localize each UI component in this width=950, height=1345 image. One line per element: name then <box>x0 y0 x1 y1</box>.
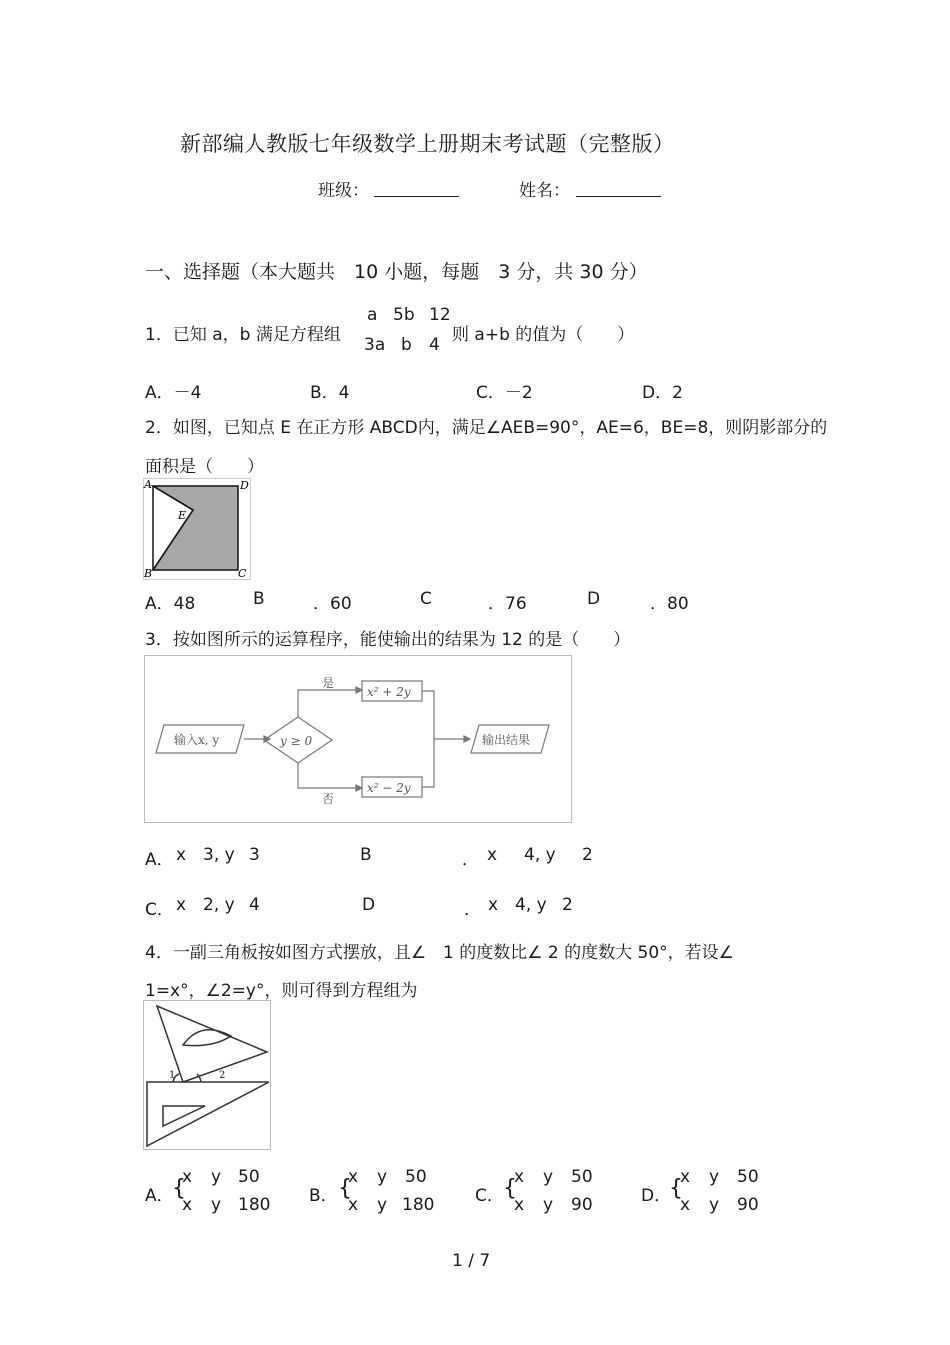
name-label: 姓名： <box>519 181 570 201</box>
q4-optD-r1-v: 50 <box>737 1167 759 1187</box>
q3-optD-mid: 4, y <box>515 895 547 915</box>
q1-eq-r2-c2: b <box>401 335 412 355</box>
name-blank[interactable] <box>576 176 661 197</box>
q4-angle-2-label: 2 <box>219 1070 226 1081</box>
q1-eq-r1-c2: 5b <box>393 305 415 325</box>
class-blank[interactable] <box>374 176 459 197</box>
q3-flowchart <box>144 655 572 823</box>
q1-eq-r1-c3: 12 <box>429 305 451 325</box>
q3-optC-y: 4 <box>249 895 260 915</box>
q4-optD-brace: { <box>669 1176 683 1201</box>
q2-label-e: E <box>178 509 187 522</box>
q3-flow-output: 输出结果 <box>482 733 531 747</box>
q3-optB-x: x <box>487 845 498 865</box>
q4-line1: 4．一副三角板按如图方式摆放，且∠ 1 的度数比∠ 2 的度数大 50°，若设∠ <box>145 943 734 963</box>
q3-optC-x: x <box>176 895 187 915</box>
q3-flow-no: 否 <box>322 792 335 806</box>
q4-optD-r1-y: y <box>709 1167 720 1187</box>
q4-optC-label[interactable]: C． <box>475 1186 504 1206</box>
section-heading: 一、选择题（本大题共 10 小题，每题 3 分，共 30 分） <box>145 261 648 283</box>
q3-flow-input: 输入x, y <box>174 733 220 747</box>
q4-optC-brace: { <box>503 1176 517 1201</box>
page-title: 新部编人教版七年级数学上册期末考试题（完整版） <box>180 132 675 156</box>
q1-eq-r2-c3: 4 <box>429 335 440 355</box>
q4-optD-r2-y: y <box>709 1195 720 1215</box>
q1-prefix: 1．已知 a，b 满足方程组 <box>145 325 341 345</box>
q2-label-d: D <box>240 479 249 492</box>
class-label: 班级： <box>318 181 369 201</box>
q2-label-b: B <box>144 567 153 580</box>
q4-optA-r2-v: 180 <box>238 1195 271 1215</box>
q4-line2: 1=x°，∠2=y°，则可得到方程组为 <box>145 981 418 1001</box>
q1-option-a[interactable]: A．－4 <box>145 383 202 403</box>
q3-optD-label[interactable]: D <box>362 895 376 915</box>
q4-triangles-figure <box>143 1000 271 1150</box>
q2-label-c: C <box>238 567 247 580</box>
q3-optB-label[interactable]: B <box>360 845 372 865</box>
q3-optA-mid: 3, y <box>203 845 235 865</box>
q4-optD-r2-v: 90 <box>737 1195 759 1215</box>
q3-optB-y: 2 <box>582 845 593 865</box>
q2-option-c-letter[interactable]: C <box>420 589 432 609</box>
q3-optD-dot: ． <box>464 900 481 920</box>
q1-suffix: 则 a+b 的值为（ ） <box>452 325 635 345</box>
q3-optD-y: 2 <box>562 895 573 915</box>
q4-optC-r2-y: y <box>543 1195 554 1215</box>
q1-eq-r2-c1: 3a <box>364 335 386 355</box>
q2-square-figure <box>143 478 251 580</box>
q3-optC-label[interactable]: C． <box>145 900 174 920</box>
q3-flow-bottom-box: x² − 2y <box>367 781 411 795</box>
q2-line1: 2．如图，已知点 E 在正方形 ABCD内，满足∠AEB=90°，AE=6，BE=8，则阴影部分的 <box>145 418 828 438</box>
q2-option-d-letter[interactable]: D <box>587 589 601 609</box>
q4-optB-r1-v: 50 <box>405 1167 427 1187</box>
q1-option-c[interactable]: C．－2 <box>476 383 533 403</box>
q1-option-d[interactable]: D．2 <box>642 383 683 403</box>
q4-optD-label[interactable]: D． <box>641 1186 672 1206</box>
q3-optA-label[interactable]: A． <box>145 850 174 870</box>
q2-label-a: A <box>144 478 152 491</box>
q4-optA-r2-y: y <box>211 1195 222 1215</box>
q3-optD-x: x <box>488 895 499 915</box>
q3-flow-top-box: x² + 2y <box>367 685 411 699</box>
q3-optB-mid: 4, y <box>524 845 556 865</box>
q4-optA-r1-x: x <box>182 1167 193 1187</box>
q4-optA-r1-v: 50 <box>238 1167 260 1187</box>
q3-optB-dot: ． <box>462 850 479 870</box>
q3-flow-condition: y ≥ 0 <box>280 734 313 748</box>
q3-flow-yes: 是 <box>322 676 335 690</box>
q4-optB-r2-x: x <box>348 1195 359 1215</box>
q1-eq-r1-c1: a <box>367 305 378 325</box>
q4-optB-label[interactable]: B． <box>309 1186 338 1206</box>
q4-optA-brace: { <box>172 1176 186 1201</box>
q4-optC-r1-v: 50 <box>571 1167 593 1187</box>
q2-option-d-value[interactable]: ．80 <box>650 594 689 614</box>
q4-optC-r1-x: x <box>514 1167 525 1187</box>
q4-optD-r1-x: x <box>680 1167 691 1187</box>
q2-line2: 面积是（ ） <box>145 457 264 477</box>
q2-option-a[interactable]: A．48 <box>145 594 196 614</box>
q3-optA-y: 3 <box>249 845 260 865</box>
q4-optA-r1-y: y <box>211 1167 222 1187</box>
q2-option-b-letter[interactable]: B <box>253 589 265 609</box>
q4-optD-r2-x: x <box>680 1195 691 1215</box>
q4-optB-r2-y: y <box>377 1195 388 1215</box>
q4-optA-r2-x: x <box>182 1195 193 1215</box>
q4-optA-label[interactable]: A． <box>145 1186 174 1206</box>
q4-optC-r2-x: x <box>514 1195 525 1215</box>
q4-optC-r1-y: y <box>543 1167 554 1187</box>
q4-optB-r1-y: y <box>377 1167 388 1187</box>
q4-optB-r2-v: 180 <box>402 1195 435 1215</box>
q4-angle-1-label: 1 <box>169 1070 176 1081</box>
q2-option-b-value[interactable]: ．60 <box>313 594 352 614</box>
q4-optB-r1-x: x <box>348 1167 359 1187</box>
q4-optB-brace: { <box>338 1176 352 1201</box>
page-number: 1 / 7 <box>452 1251 491 1271</box>
q3-optA-x: x <box>176 845 187 865</box>
q2-option-c-value[interactable]: ．76 <box>488 594 527 614</box>
q3-text: 3．按如图所示的运算程序，能使输出的结果为 12 的是（ ） <box>145 630 631 650</box>
q4-optC-r2-v: 90 <box>571 1195 593 1215</box>
q1-option-b[interactable]: B．4 <box>310 383 350 403</box>
q3-optC-mid: 2, y <box>203 895 235 915</box>
